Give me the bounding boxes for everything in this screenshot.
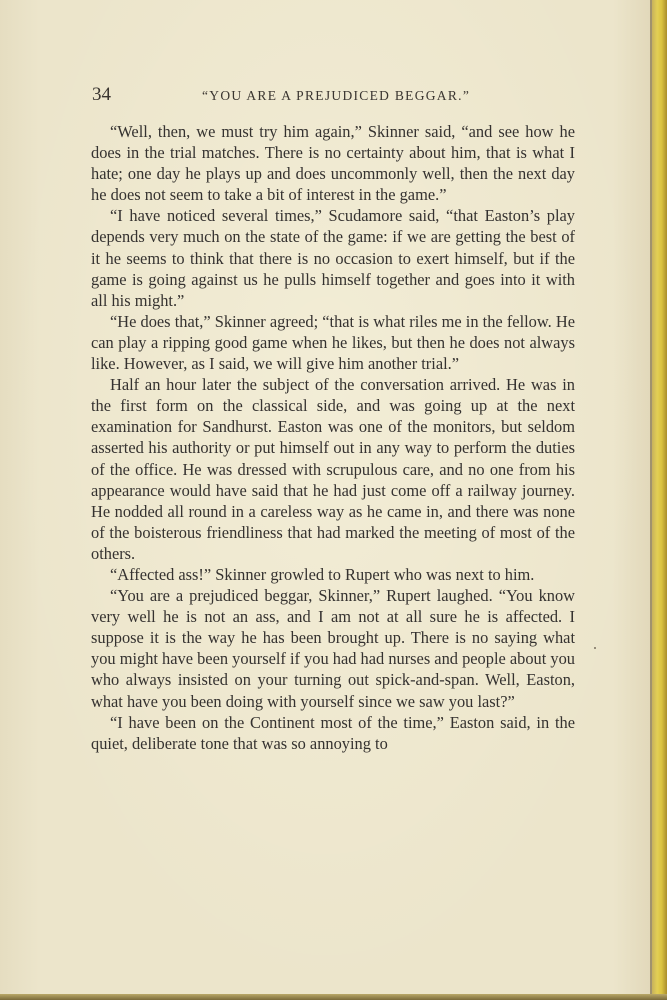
paragraph: “I have been on the Continent most of the time,” Easton said, in the quiet, deliberate tone that was so annoying to — [91, 712, 575, 753]
paragraph: Half an hour later the subject of the conversation arrived. He was in the first form on the classical side, and was going up at the next examination for Sandhurst. Easton was one of the monitors, but seldom asserted his authority or put himself out in any way to perform the duties of the office. He was dressed with scrupulous care, and no one from his appearance would have said that he had just come off a railway journey. He nodded all round in a careless way as he came in, and there was none of the boisterous friendliness that had marked the meeting of most of the others. — [91, 375, 575, 563]
running-title: “YOU ARE A PREJUDICED BEGGAR.” — [202, 88, 471, 103]
paragraph: “He does that,” Skinner agreed; “that is what riles me in the fellow. He can play a ripping good game when he likes, but then he does not always like. However, as I said, we will give him another trial.” — [91, 311, 575, 374]
paragraph: “Affected ass!” Skinner growled to Rupert who was next to him. — [110, 564, 535, 584]
book-spine — [652, 0, 667, 1000]
paragraph: “I have noticed several times,” Scudamore said, “that Easton’s play depends very much on the state of the game: if we are getting the best of it he seems to think that there is no occasion to exert himself, but if the game is going against us he pulls himself together and goes into it with all his might.” — [91, 206, 575, 310]
paragraph: “Well, then, we must try him again,” Skinner said, “and see how he does in the trial matches. There is no certainty about him, that is what I hate; one day he plays up and does uncommonly well, then the next day he does not seem to take a bit of interest in the game.” — [91, 122, 575, 205]
body-text — [91, 121, 575, 754]
page-number: 34 — [92, 84, 111, 105]
page-header — [92, 84, 575, 108]
page-bottom-edge — [0, 994, 667, 1000]
paragraph: “You are a prejudiced beggar, Skinner,” Rupert laughed. “You know very well he is not an ass, and I am not at all sure he is affected. I suppose it is the way he has been brought up. There is no saying what you might have been yourself if you had had nurses and people about you who always insisted on your turning out spick-and-span. Well, Easton, what have you been doing with yourself since we saw you last?” — [91, 586, 575, 711]
paper-speck — [594, 647, 596, 649]
